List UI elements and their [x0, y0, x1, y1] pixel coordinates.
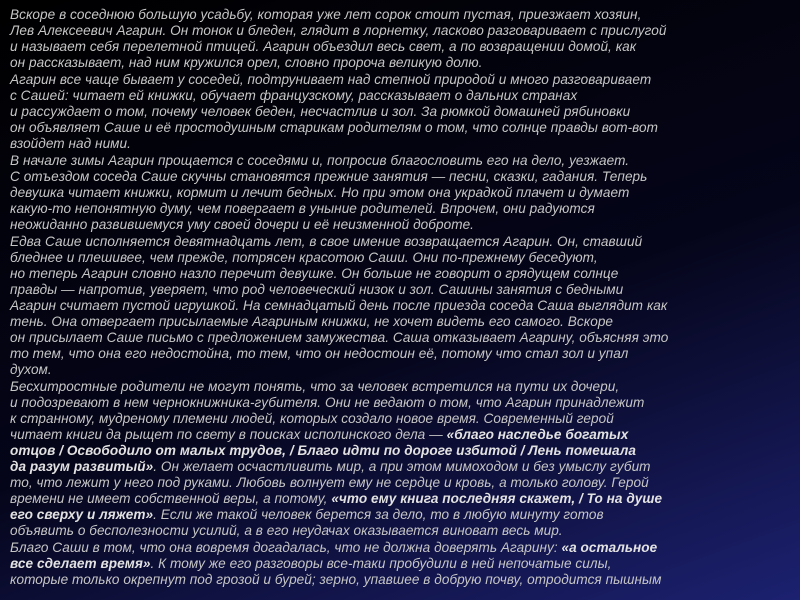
- text-line: [10, 201, 796, 217]
- summary-text: [10, 7, 796, 589]
- text-line: [10, 475, 796, 491]
- text-fragment: девушка читает книжки, кормит и лечит бедных. Но при этом она украдкой плачет и думает: [10, 185, 630, 200]
- quote-fragment: да разум развитый»: [10, 459, 154, 474]
- text-line: [10, 314, 796, 330]
- text-fragment: неожиданно развившемуся уму своей дочери и её неизменной доброте.: [10, 217, 475, 232]
- text-fragment: Едва Саше исполняется девятнадцать лет, в свое имение возвращается Агарин. Он, ставший: [10, 234, 643, 249]
- text-line: [10, 411, 796, 427]
- text-line: [10, 136, 796, 152]
- paragraph-2: [10, 72, 796, 152]
- text-line: [10, 298, 796, 314]
- text-fragment: он присылает Саше письмо с предложением замужества. Саша отказывает Агарину, объясняя это: [10, 330, 669, 345]
- text-fragment: . Он желает осчастливить мир, а при этом мимоходом и без умыслу губит: [153, 459, 651, 474]
- text-line: [10, 55, 796, 71]
- text-line: [10, 556, 796, 572]
- quote-fragment: отцов / Освободило от малых трудов, / Благо идти по дороге избитой / Лень помешала: [10, 443, 636, 458]
- text-line: [10, 282, 796, 298]
- text-fragment: Благо Саши в том, что она вовремя догадалась, что не должна доверять Агарину:: [10, 540, 562, 555]
- quote-fragment: его сверху и ляжет»: [10, 507, 154, 522]
- text-fragment: объявить о бесполезности усилий, а в его неудачах оказывается виноват весь мир.: [10, 523, 563, 538]
- text-line: [10, 72, 796, 88]
- text-line: [10, 507, 796, 523]
- text-line: [10, 217, 796, 233]
- text-fragment: Агарин считает пустой игрушкой. На семнадцатый день после приезда соседа Саша выглядит как: [10, 298, 668, 313]
- text-line: [10, 23, 796, 39]
- text-fragment: к странному, мудреному племени людей, которых создало новое время. Современный герой: [10, 411, 614, 426]
- text-line: [10, 153, 796, 169]
- text-fragment: и называет себя перелетной птицей. Агарин объездил весь свет, а по возвращении домой, как: [10, 39, 637, 54]
- text-fragment: Вскоре в соседнюю большую усадьбу, которая уже лет сорок стоит пустая, приезжает хозяин,: [10, 7, 642, 22]
- paragraph-5: [10, 379, 796, 539]
- text-fragment: и рассуждает о том, почему человек беден, несчастлив и зол. За рюмкой домашней рябиновки: [10, 104, 631, 119]
- text-fragment: . Если же такой человек берется за дело, то в любую минуту готов: [153, 507, 604, 522]
- quote-fragment: все сделает время»: [10, 556, 151, 571]
- text-line: [10, 185, 796, 201]
- text-line: [10, 234, 796, 250]
- text-line: [10, 250, 796, 266]
- text-fragment: читает книги да рыщет по свету в поисках исполинского дела —: [10, 427, 447, 442]
- text-fragment: он объявляет Саше и её простодушным старикам родителям о том, что солнце правды вот-вот: [10, 120, 658, 135]
- text-fragment: и подозревают в нем чернокнижника-губителя. Они не ведают о том, что Агарин принадлежит: [10, 395, 645, 410]
- text-fragment: Лев Алексеевич Агарин. Он тонок и бледен, глядит в лорнетку, ласково разговаривает с прислугой: [10, 23, 667, 38]
- quote-fragment: «благо наследье богатых: [446, 427, 629, 442]
- text-fragment: времени не имеет собственной веры, а потому,: [10, 491, 332, 506]
- text-fragment: . К тому же его разговоры все-таки пробудили в ней непочатые силы,: [150, 556, 612, 571]
- text-line: [10, 346, 796, 362]
- text-line: [10, 523, 796, 539]
- text-fragment: тень. Она отвергает присылаемые Агариным книжки, не хочет видеть его самого. Вскоре: [10, 314, 614, 329]
- paragraph-1: [10, 7, 796, 71]
- text-fragment: которые только окрепнут под грозой и бурей; зерно, упавшее в добрую почву, отродится пышным: [10, 572, 662, 587]
- text-line: [10, 169, 796, 185]
- quote-fragment: «что ему книга последняя скажет, / То на душе: [331, 491, 663, 506]
- text-line: [10, 39, 796, 55]
- text-line: [10, 572, 796, 588]
- text-fragment: то, что лежит у него под руками. Любовь волнует ему не сердце и кровь, а только голову. Герой: [10, 475, 649, 490]
- paragraph-4: [10, 234, 796, 378]
- text-line: [10, 443, 796, 459]
- text-fragment: взойдет над ними.: [10, 136, 131, 151]
- text-line: [10, 395, 796, 411]
- text-line: [10, 362, 796, 378]
- text-line: [10, 104, 796, 120]
- text-line: [10, 88, 796, 104]
- text-line: [10, 427, 796, 443]
- paragraph-6: [10, 540, 796, 588]
- text-line: [10, 266, 796, 282]
- text-line: [10, 379, 796, 395]
- text-line: [10, 540, 796, 556]
- paragraph-3: [10, 153, 796, 233]
- text-fragment: правды — напротив, уверяет, что род человеческий низок и зол. Сашины занятия с бедными: [10, 282, 624, 297]
- text-line: [10, 330, 796, 346]
- text-line: [10, 459, 796, 475]
- text-fragment: Бесхитростные родители не могут понять, что за человек встретился на пути их дочери,: [10, 379, 620, 394]
- text-fragment: бледнее и плешивее, чем прежде, потрясен красотою Саши. Они по-прежнему беседуют,: [10, 250, 598, 265]
- text-fragment: но теперь Агарин словно назло перечит девушке. Он больше не говорит о грядущем солнце: [10, 266, 619, 281]
- text-line: [10, 7, 796, 23]
- text-fragment: какую-то непонятную думу, чем повергает в уныние родителей. Впрочем, они радуются: [10, 201, 595, 216]
- quote-fragment: «а остальное: [561, 540, 658, 555]
- text-fragment: с Сашей: читает ей книжки, обучает французскому, рассказывает о дальних странах: [10, 88, 578, 103]
- text-fragment: Агарин все чаще бывает у соседей, подтрунивает над степной природой и много разговаривает: [10, 72, 652, 87]
- text-fragment: С отъездом соседа Саше скучны становятся прежние занятия — песни, сказки, гадания. Теперь: [10, 169, 648, 184]
- text-fragment: В начале зимы Агарин прощается с соседями и, попросив благословить его на дело, уезжает.: [10, 153, 630, 168]
- text-line: [10, 491, 796, 507]
- text-fragment: духом.: [10, 362, 52, 377]
- text-line: [10, 120, 796, 136]
- text-fragment: он рассказывает, над ним кружился орел, словно пророча великую долю.: [10, 55, 483, 70]
- text-fragment: то тем, что она его недостойна, то тем, что он недостоин её, потому что стал зол и упал: [10, 346, 629, 361]
